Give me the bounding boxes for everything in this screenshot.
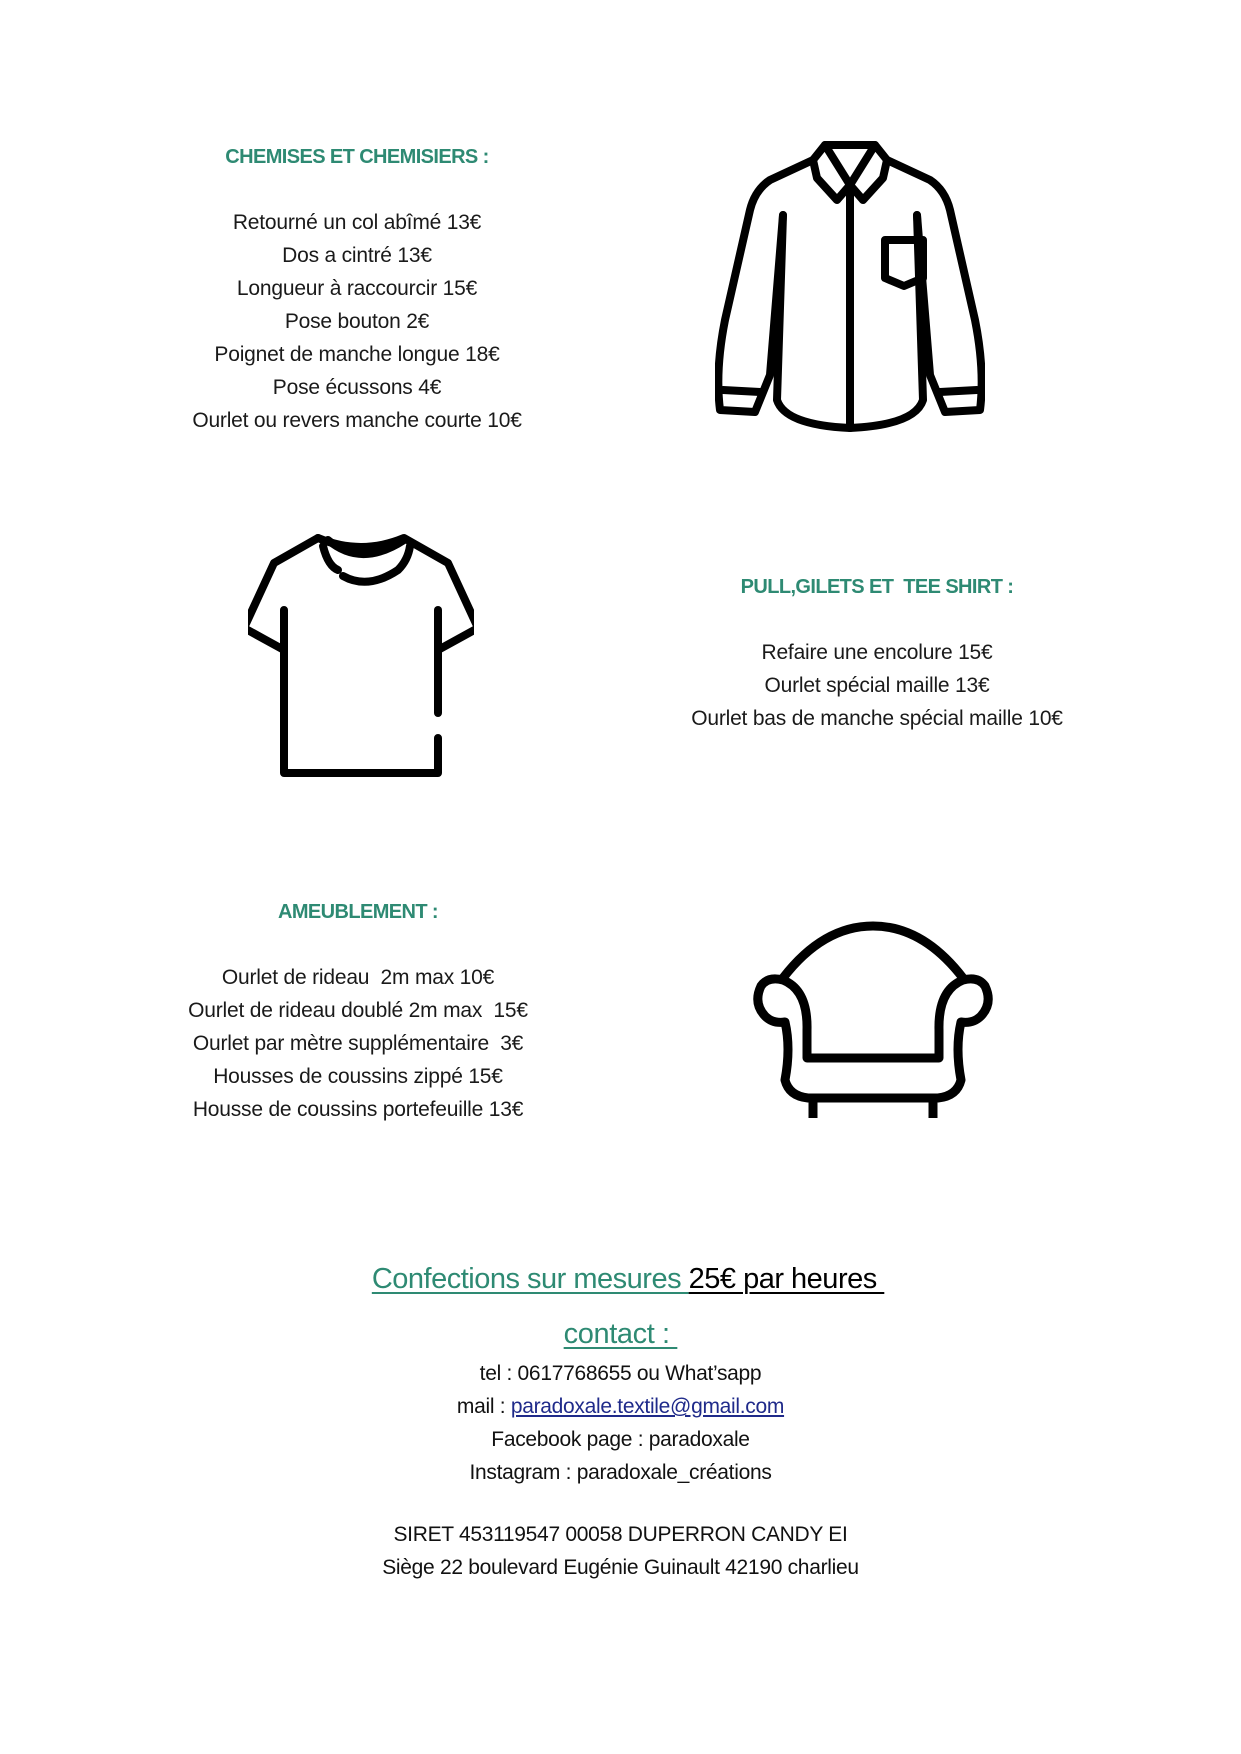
custom-rate-price: 25€ par heures: [688, 1263, 885, 1295]
knitwear-price-list: [657, 636, 1097, 735]
siret-line: SIRET 453119547 00058 DUPERRON CANDY EI: [393, 1523, 848, 1546]
price-item: Ourlet bas de manche spécial maille 10€: [691, 707, 1063, 730]
contact-mail-line: [0, 1390, 1241, 1423]
shirts-price-list: [157, 206, 557, 437]
legal-footer: [0, 1518, 1241, 1584]
custom-rate-label: Confections sur mesures: [371, 1263, 689, 1295]
price-item: Ourlet de rideau 2m max 10€: [221, 966, 495, 989]
price-item: Pose bouton 2€: [284, 310, 430, 333]
furnishing-heading: AMEUBLEMENT :: [278, 901, 438, 923]
price-item: Ourlet spécial maille 13€: [764, 674, 990, 697]
email-link[interactable]: paradoxale.textile@gmail.com: [510, 1395, 785, 1418]
shirts-heading: CHEMISES ET CHEMISIERS :: [225, 146, 489, 168]
contact-title: contact :: [563, 1318, 678, 1350]
furnishing-section: [148, 900, 568, 1126]
contact-instagram: Instagram : paradoxale_créations: [469, 1461, 772, 1484]
price-item: Retourné un col abîmé 13€: [232, 211, 482, 234]
contact-mail-label: mail :: [456, 1395, 511, 1418]
price-item: Longueur à raccourcir 15€: [236, 277, 478, 300]
knitwear-heading: PULL,GILETS ET TEE SHIRT :: [740, 576, 1014, 598]
price-item: Poignet de manche longue 18€: [214, 343, 500, 366]
price-item: Ourlet par mètre supplémentaire 3€: [192, 1032, 524, 1055]
contact-facebook: Facebook page : paradoxale: [491, 1428, 750, 1451]
contact-tel: tel : 0617768655 ou What’sapp: [479, 1362, 762, 1385]
tshirt-icon: [248, 528, 474, 778]
armchair-icon: [743, 918, 1003, 1118]
price-item: Housse de coussins portefeuille 13€: [192, 1098, 524, 1121]
price-item: Ourlet de rideau doublé 2m max 15€: [188, 999, 528, 1022]
price-item: Refaire une encolure 15€: [761, 641, 993, 664]
contact-details: [0, 1357, 1241, 1489]
price-item: Housses de coussins zippé 15€: [213, 1065, 503, 1088]
price-item: Ourlet ou revers manche courte 10€: [192, 409, 522, 432]
knitwear-section: [657, 575, 1097, 735]
shirt-icon: [715, 140, 985, 440]
price-item: Pose écussons 4€: [272, 376, 442, 399]
price-item: Dos a cintré 13€: [282, 244, 432, 267]
address-line: Siège 22 boulevard Eugénie Guinault 42190 charlieu: [382, 1556, 859, 1579]
contact-heading: [0, 1318, 1241, 1351]
shirts-section: [157, 145, 557, 437]
furnishing-price-list: [148, 961, 568, 1126]
custom-rate: [0, 1230, 1241, 1296]
